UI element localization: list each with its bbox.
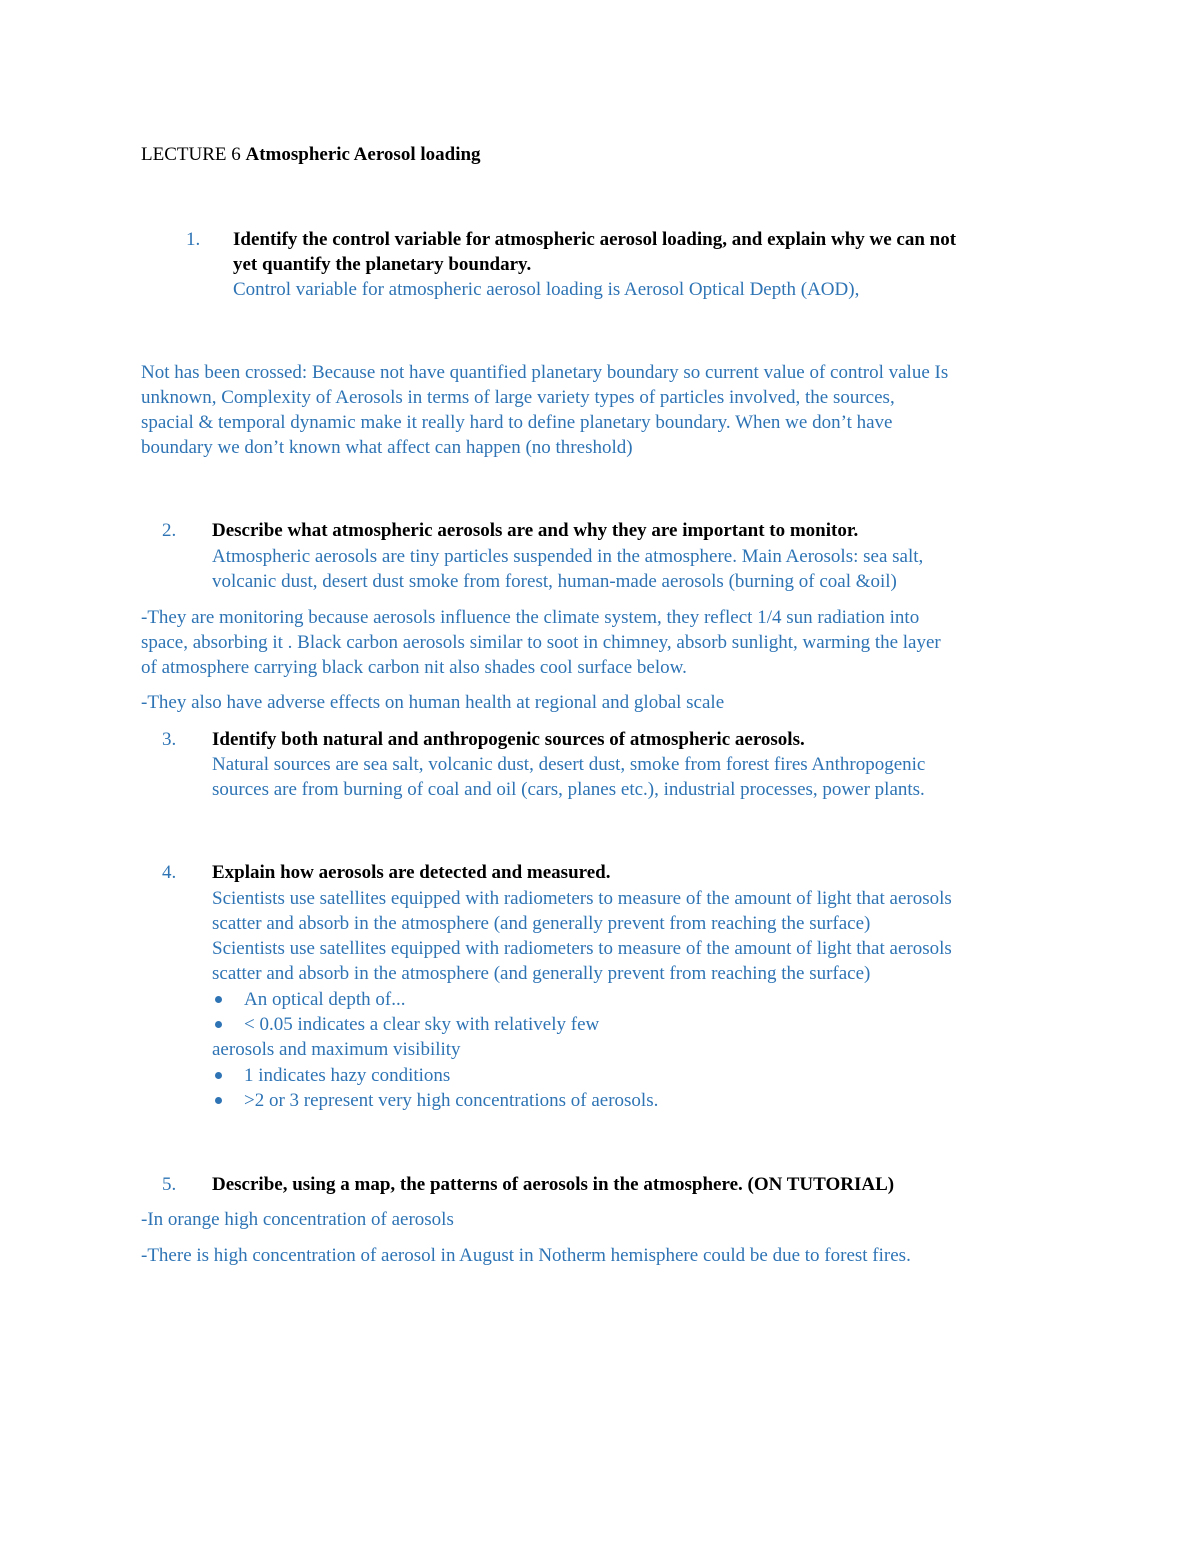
bullet-icon [215, 1021, 222, 1028]
title-prefix: LECTURE 6 [141, 144, 246, 165]
q4-bullet-4: >2 or 3 represent very high concentrations of aerosols. [244, 1090, 659, 1111]
q1-extra-line-1: Not has been crossed: Because not have quantified planetary boundary so current value of control value Is [141, 362, 949, 383]
q4-answer-line-4: scatter and absorb in the atmosphere (and generally prevent from reaching the surface) [212, 963, 871, 984]
q2-answer-line-2: volcanic dust, desert dust smoke from forest, human-made aerosols (burning of coal &oil) [212, 571, 897, 592]
q1-answer-line-1: Control variable for atmospheric aerosol loading is Aerosol Optical Depth (AOD), [233, 279, 860, 300]
q2-extra-para1-line-3: of atmosphere carrying black carbon nit also shades cool surface below. [141, 657, 687, 678]
q1-number: 1. [186, 229, 201, 250]
q4-number: 4. [162, 862, 177, 883]
q2-extra-para2-line-1: -They also have adverse effects on human health at regional and global scale [141, 692, 725, 713]
q3-answer-line-1: Natural sources are sea salt, volcanic dust, desert dust, smoke from forest fires Anthropogenic [212, 754, 926, 775]
q4-answer-line-3: Scientists use satellites equipped with radiometers to measure of the amount of light that aerosols [212, 938, 952, 959]
q5-number: 5. [162, 1174, 177, 1195]
bullet-icon [215, 1072, 222, 1079]
q2-number: 2. [162, 520, 177, 541]
q5-answer-line-1: -In orange high concentration of aerosols [141, 1209, 454, 1230]
bullet-icon [215, 996, 222, 1003]
q1-extra-line-3: spacial & temporal dynamic make it really hard to define planetary boundary. When we don’t have [141, 412, 893, 433]
bullet-icon [215, 1097, 222, 1104]
q3-answer-line-2: sources are from burning of coal and oil (cars, planes etc.), industrial processes, power plants. [212, 779, 925, 800]
q1-extra-line-2: unknown, Complexity of Aerosols in terms of large variety types of particles involved, the sources, [141, 387, 895, 408]
q2-answer-line-1: Atmospheric aerosols are tiny particles suspended in the atmosphere. Main Aerosols: sea salt, [212, 546, 924, 567]
q4-answer-line-2: scatter and absorb in the atmosphere (and generally prevent from reaching the surface) [212, 913, 871, 934]
q4-continuation: aerosols and maximum visibility [212, 1039, 461, 1060]
q5-answer-line-2: -There is high concentration of aerosol in August in Notherm hemisphere could be due to forest fires. [141, 1245, 911, 1266]
q2-extra-para1-line-1: -They are monitoring because aerosols influence the climate system, they reflect 1/4 sun radiation into [141, 607, 920, 628]
page-title [141, 142, 481, 167]
q1-question-line-2: yet quantify the planetary boundary. [233, 254, 532, 275]
q2-extra-para1-line-2: space, absorbing it . Black carbon aerosols similar to soot in chimney, absorb sunlight, warming the layer [141, 632, 941, 653]
q3-question-line-1: Identify both natural and anthropogenic sources of atmospheric aerosols. [212, 729, 805, 750]
q4-bullet-3: 1 indicates hazy conditions [244, 1065, 451, 1086]
q4-bullet-1: An optical depth of... [244, 989, 406, 1010]
q2-question-line-1: Describe what atmospheric aerosols are and why they are important to monitor. [212, 520, 859, 541]
q1-question-line-1: Identify the control variable for atmospheric aerosol loading, and explain why we can not [233, 229, 957, 250]
q4-answer-line-1: Scientists use satellites equipped with radiometers to measure of the amount of light that aerosols [212, 888, 952, 909]
q3-number: 3. [162, 729, 177, 750]
q4-bullet-2: < 0.05 indicates a clear sky with relatively few [244, 1014, 600, 1035]
q1-extra-line-4: boundary we don’t known what affect can happen (no threshold) [141, 437, 633, 458]
title-bold: Atmospheric Aerosol loading [245, 144, 481, 165]
q5-question: Describe, using a map, the patterns of aerosols in the atmosphere. (ON TUTORIAL) [212, 1174, 895, 1195]
q4-question-line-1: Explain how aerosols are detected and measured. [212, 862, 611, 883]
